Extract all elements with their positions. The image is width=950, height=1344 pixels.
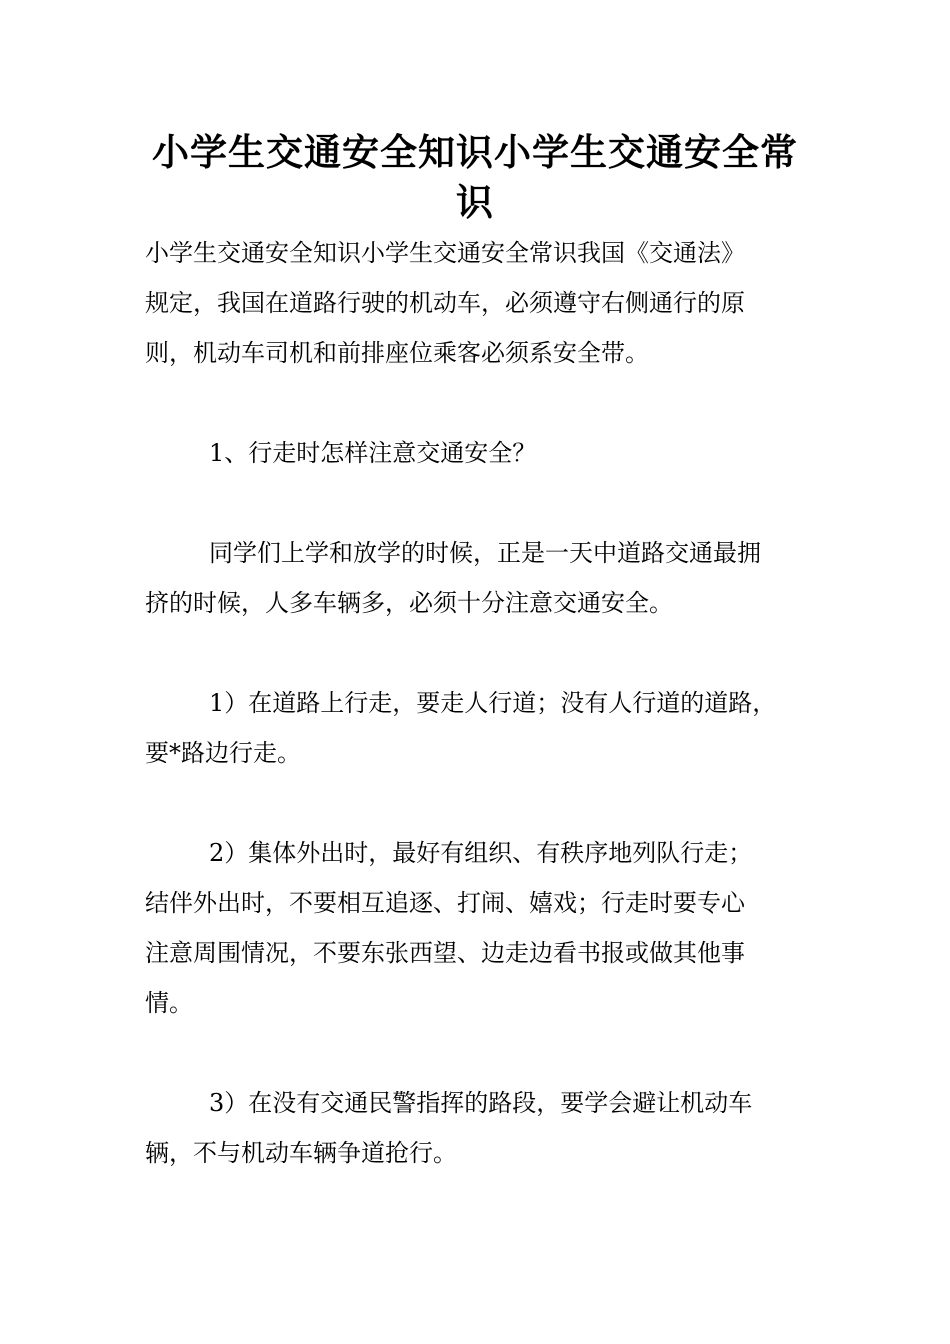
text-line: 则，机动车司机和前排座位乘客必须系安全带。 bbox=[145, 339, 649, 367]
text-line: 辆，不与机动车辆争道抢行。 bbox=[145, 1139, 457, 1167]
text-line: 2）集体外出时，最好有组织、有秩序地列队行走； bbox=[209, 839, 753, 867]
body-paragraph bbox=[145, 528, 810, 628]
section-heading bbox=[145, 428, 810, 478]
text-line: 规定，我国在道路行驶的机动车，必须遵守右侧通行的原 bbox=[145, 289, 745, 317]
text-line: 注意周围情况，不要东张西望、边走边看书报或做其他事 bbox=[145, 939, 745, 967]
text-line: 情。 bbox=[145, 989, 193, 1017]
rule-item-2 bbox=[145, 828, 810, 1028]
document-body bbox=[145, 228, 810, 1228]
text-line: 同学们上学和放学的时候，正是一天中道路交通最拥 bbox=[209, 539, 761, 567]
title-line: 小学生交通安全知识小学生交通安全常 bbox=[152, 131, 798, 174]
text-line: 1、行走时怎样注意交通安全？ bbox=[209, 439, 537, 467]
intro-paragraph bbox=[145, 228, 810, 378]
text-line: 要*路边行走。 bbox=[145, 739, 301, 767]
document-title bbox=[140, 128, 810, 228]
title-line: 识 bbox=[456, 181, 494, 224]
text-line: 3）在没有交通民警指挥的路段，要学会避让机动车 bbox=[209, 1089, 753, 1117]
text-line: 1）在道路上行走，要走人行道；没有人行道的道路， bbox=[209, 689, 777, 717]
rule-item-3 bbox=[145, 1078, 810, 1178]
text-line: 挤的时候，人多车辆多，必须十分注意交通安全。 bbox=[145, 589, 673, 617]
text-line: 小学生交通安全知识小学生交通安全常识我国《交通法》 bbox=[145, 239, 745, 267]
rule-item-1 bbox=[145, 678, 810, 778]
text-line: 结伴外出时，不要相互追逐、打闹、嬉戏；行走时要专心 bbox=[145, 889, 745, 917]
